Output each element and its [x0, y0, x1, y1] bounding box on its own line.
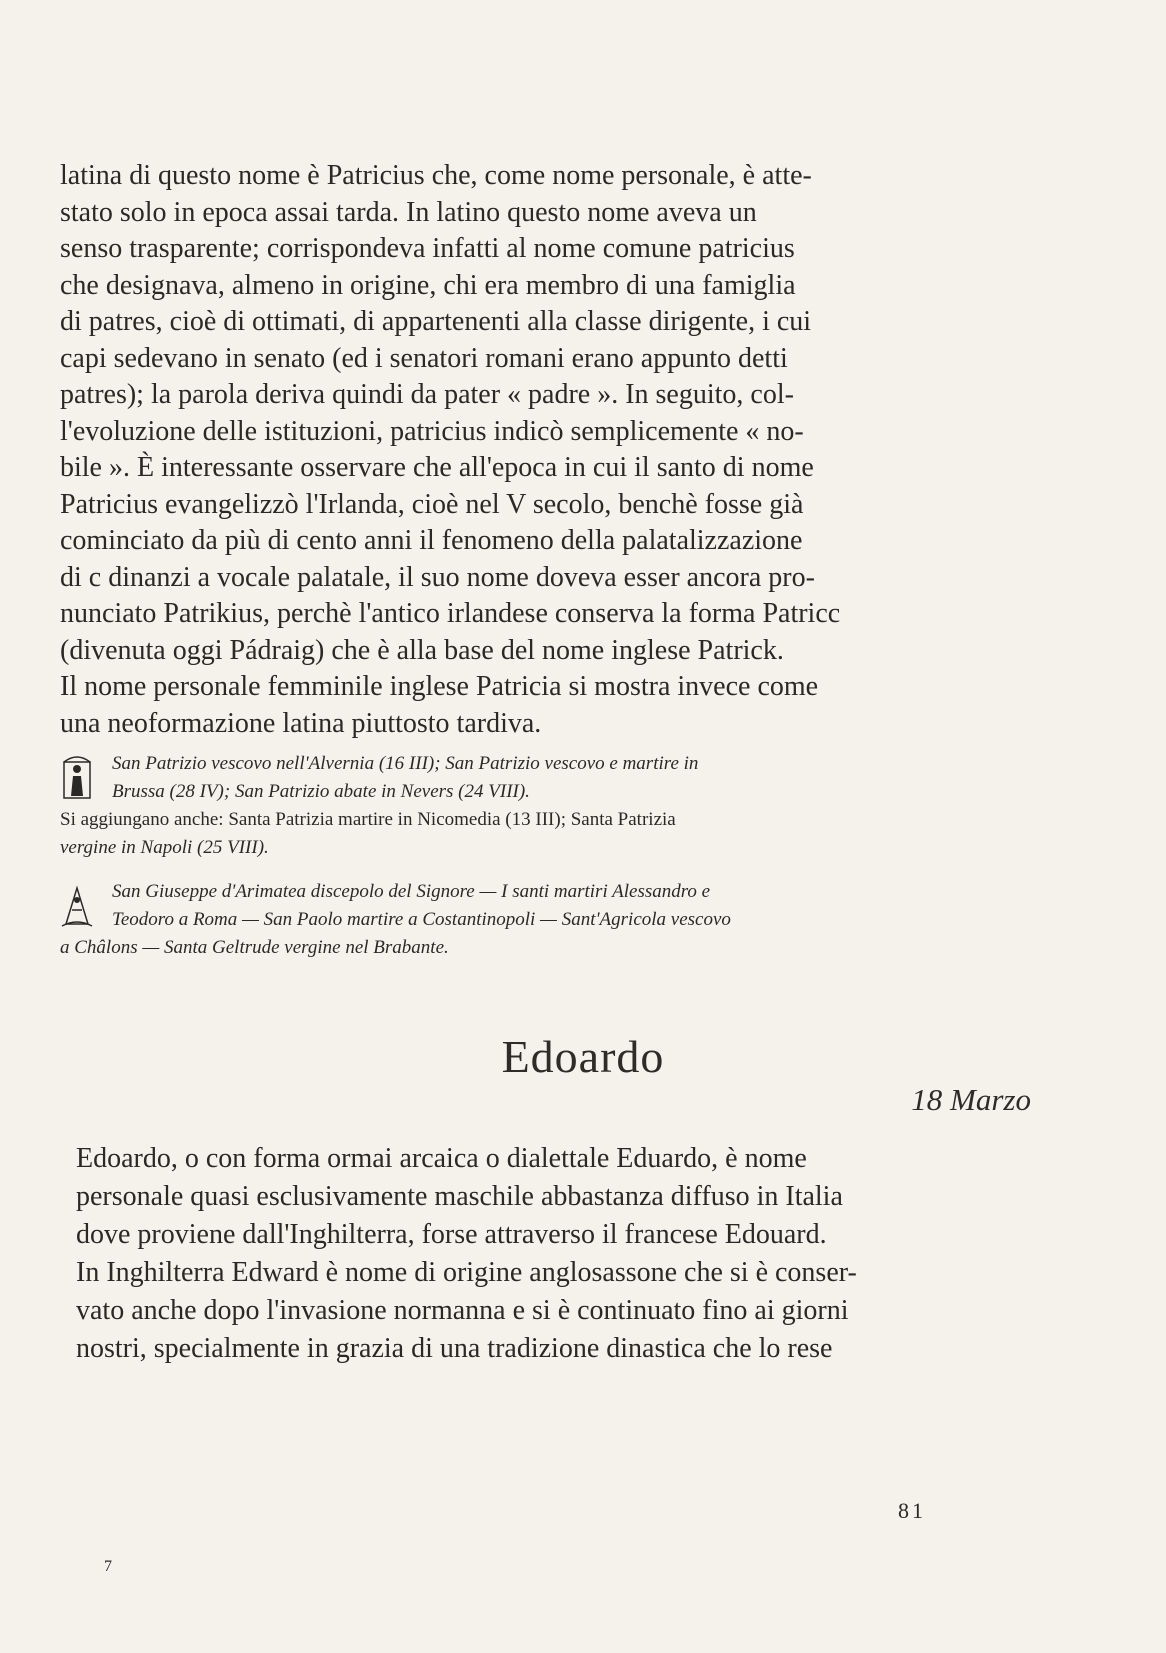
- text-line: senso trasparente; corrispondeva infatti al nome comune patricius: [60, 233, 795, 264]
- saints-line: Brussa (28 IV); San Patrizio abate in Nevers (24 VIII).: [112, 781, 530, 802]
- text-line: Patricius evangelizzò l'Irlanda, cioè nel V secolo, benchè fosse già: [60, 488, 804, 520]
- text-line: personale quasi esclusivamente maschile abbastanza diffuso in Italia: [76, 1181, 843, 1212]
- text-line: dove proviene dall'Inghilterra, forse attraverso il francese Edouard.: [76, 1219, 827, 1250]
- text-line: bile ». È interessante osservare che all'epoca in cui il santo di nome: [60, 452, 814, 483]
- text-line: di patres, cioè di ottimati, di appartenenti alla classe dirigente, i cui: [60, 306, 812, 337]
- text-line: vato anche dopo l'invasione normanna e si è continuato fino ai giorni: [76, 1295, 849, 1326]
- saints-line: Si aggiungano anche: Santa Patrizia martire in Nicomedia (13 III); Santa Patrizia: [60, 809, 676, 830]
- text-line: latina di questo nome è Patricius che, come nome personale, è atte-: [60, 160, 812, 191]
- saints-list-patrizio: [60, 750, 920, 862]
- text-line: (divenuta oggi Pádraig) che è alla base del nome inglese Patrick.: [60, 634, 784, 666]
- entry-heading: Edoardo: [501, 1031, 665, 1082]
- saints-line: Teodoro a Roma — San Paolo martire a Costantinopoli — Sant'Agricola vescovo: [112, 909, 731, 930]
- saints-line: a Châlons — Santa Geltrude vergine nel Brabante.: [60, 937, 449, 958]
- text-line: Il nome personale femminile inglese Patricia si mostra invece come: [60, 671, 819, 702]
- saints-line: San Patrizio vescovo nell'Alvernia (16 III); San Patrizio vescovo e martire in: [112, 753, 699, 774]
- saints-line: San Giuseppe d'Arimatea discepolo del Signore — I santi martiri Alessandro e: [112, 881, 711, 902]
- text-line: stato solo in epoca assai tarda. In latino questo nome aveva un: [60, 196, 757, 228]
- text-line: patres); la parola deriva quindi da pater « padre ». In seguito, col-: [60, 379, 794, 410]
- text-line: che designava, almeno in origine, chi era membro di una famiglia: [60, 269, 796, 301]
- text-line: nostri, specialmente in grazia di una tradizione dinastica che lo rese: [76, 1333, 833, 1364]
- text-line: Edoardo, o con forma ormai arcaica o dialettale Eduardo, è nome: [76, 1143, 807, 1174]
- text-line: In Inghilterra Edward è nome di origine anglosassone che si è conser-: [76, 1257, 857, 1288]
- text-line: nunciato Patrikius, perchè l'antico irlandese conserva la forma Patricc: [60, 598, 841, 629]
- text-line: capi sedevano in senato (ed i senatori romani erano appunto detti: [60, 342, 788, 374]
- saint-figure-icon: [60, 752, 94, 802]
- page-number: 81: [898, 1498, 926, 1523]
- signature-mark: 7: [104, 1558, 112, 1575]
- text-line: cominciato da più di cento anni il fenomeno della palatalizzazione: [60, 525, 803, 556]
- entry-date: 18 Marzo: [911, 1082, 1031, 1117]
- saints-line: vergine in Napoli (25 VIII).: [60, 837, 269, 858]
- text-line: di c dinanzi a vocale palatale, il suo nome doveva esser ancora pro-: [60, 561, 815, 593]
- text-line: una neoformazione latina piuttosto tardiva.: [60, 707, 542, 739]
- text-line: l'evoluzione delle istituzioni, patricius indicò semplicemente « no-: [60, 415, 804, 447]
- quill-icon: [60, 880, 94, 930]
- saints-list-day: [60, 878, 920, 962]
- passage-patrizio: [60, 158, 920, 742]
- passage-edoardo: [76, 1140, 924, 1368]
